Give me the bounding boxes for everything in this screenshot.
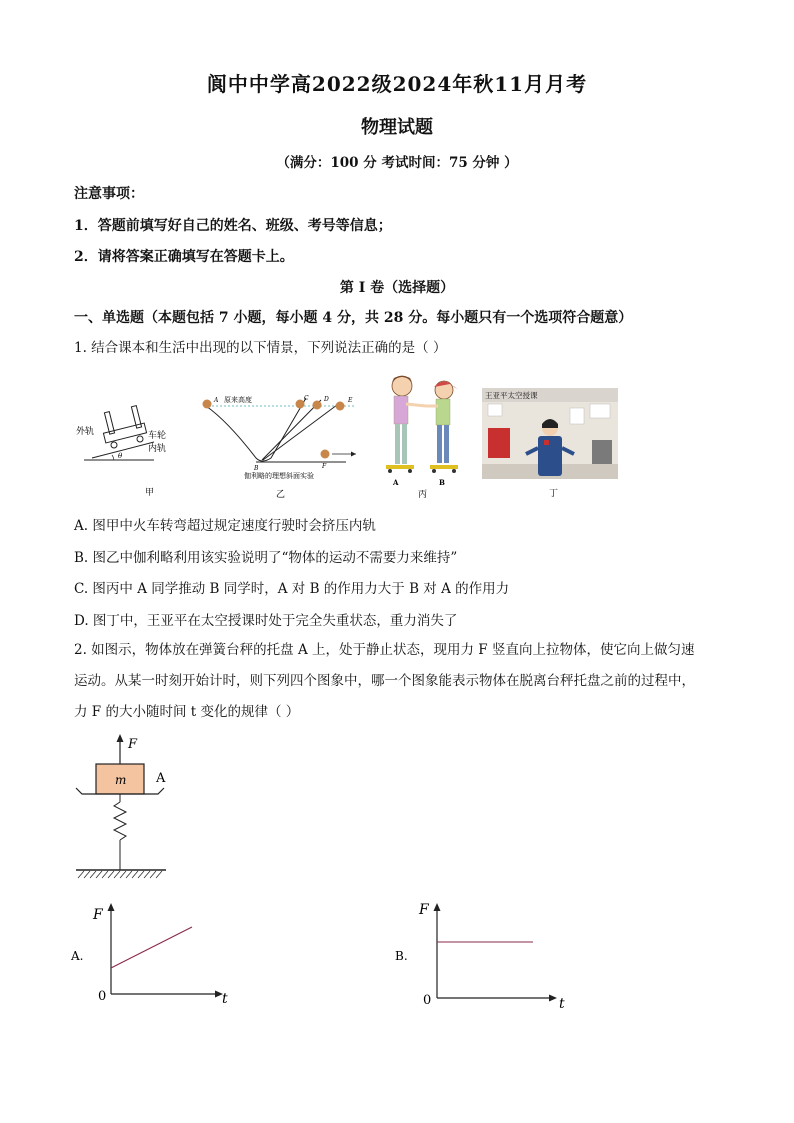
spring-scale-figure <box>70 730 190 886</box>
graph-a-origin: 0 <box>98 989 107 1004</box>
exam-title: 阆中中学高2022级2024年秋11月月考 <box>206 72 588 96</box>
graph-b-origin: 0 <box>423 993 432 1008</box>
figure-bing <box>376 372 468 500</box>
force-label: F <box>128 737 138 752</box>
q1-option-a: A. 图甲中火车转弯超过规定速度行驶时会挤压内轨 <box>74 518 376 534</box>
point-a-label: A <box>214 397 219 404</box>
notice-item-2: 2．请将答案正确填写在答题卡上。 <box>74 249 294 265</box>
tray-label: A <box>156 771 166 786</box>
figure-yi <box>196 390 366 500</box>
point-b-label: B <box>254 465 259 472</box>
volume-heading: 第 I 卷（选择题） <box>339 280 455 296</box>
wheel-label: 车轮 <box>148 431 167 441</box>
graph-b-xlabel: t <box>559 996 565 1012</box>
q1-option-d: D. 图丁中，王亚平在太空授课时处于完全失重状态，重力消失了 <box>74 613 458 629</box>
caption-bing: 丙 <box>418 490 428 500</box>
q2-line-1: 2. 如图示，物体放在弹簧台秤的托盘 A 上，处于静止状态，现用力 F 竖直向上拉物体，使它向上做匀速 <box>74 642 695 658</box>
exam-info: （满分：100 分 考试时间：75 分钟 ） <box>276 155 518 171</box>
caption-yi: 乙 <box>276 490 286 500</box>
exam-subtitle: 物理试题 <box>361 117 433 138</box>
caption-jia: 甲 <box>145 488 155 498</box>
point-e-label: E <box>348 397 353 404</box>
figure-jia <box>74 398 167 500</box>
notice-item-1: 1．答题前填写好自己的姓名、班级、考号等信息； <box>74 218 392 234</box>
graph-b-ylabel: F <box>419 902 429 918</box>
point-c-label: C <box>304 395 309 402</box>
q2-line-2: 运动。从某一时刻开始计时，则下列四个图象中，哪一个图象能表示物体在脱离台秤托盘之前的过程中， <box>74 673 695 689</box>
inner-rail-label: 内轨 <box>148 444 167 454</box>
graph-a-xlabel: t <box>222 991 228 1007</box>
caption-ding: 丁 <box>549 489 559 499</box>
q1-stem: 1. 结合课本和生活中出现的以下情景，下列说法正确的是（ ） <box>74 340 447 356</box>
q1-option-b: B. 图乙中伽利略利用该实验说明了“物体的运动不需要力来维持” <box>74 550 458 566</box>
section-heading: 一、单选题（本题包括 7 小题，每小题 4 分，共 28 分。每小题只有一个选项符合题意） <box>74 310 633 326</box>
notice-heading: 注意事项： <box>74 186 144 202</box>
figure-ding <box>482 388 620 500</box>
mass-label: m <box>115 773 127 787</box>
ding-label: 王亚平太空授课 <box>485 391 538 400</box>
theta-label: θ <box>118 452 123 460</box>
graph-option-b <box>392 896 582 1014</box>
person-b-label: B <box>439 478 445 487</box>
graph-a-line <box>111 927 192 968</box>
exp-label: 伽利略的理想斜面实验 <box>244 472 314 480</box>
q1-option-c: C. 图丙中 A 同学推动 B 同学时，A 对 B 的作用力大于 B 对 A 的作用力 <box>74 581 510 597</box>
point-d-label: D <box>324 396 329 403</box>
graph-a-option: A. <box>71 949 84 963</box>
person-a-label: A <box>393 478 399 487</box>
orig-height-label: 原来高度 <box>224 396 252 404</box>
q2-line-3: 力 F 的大小随时间 t 变化的规律（ ） <box>74 704 300 720</box>
graph-a-ylabel: F <box>93 907 103 923</box>
outer-rail-label: 外轨 <box>76 427 95 437</box>
graph-option-a <box>68 898 248 1008</box>
point-f-label: F <box>322 463 327 470</box>
graph-b-option: B. <box>395 949 408 963</box>
